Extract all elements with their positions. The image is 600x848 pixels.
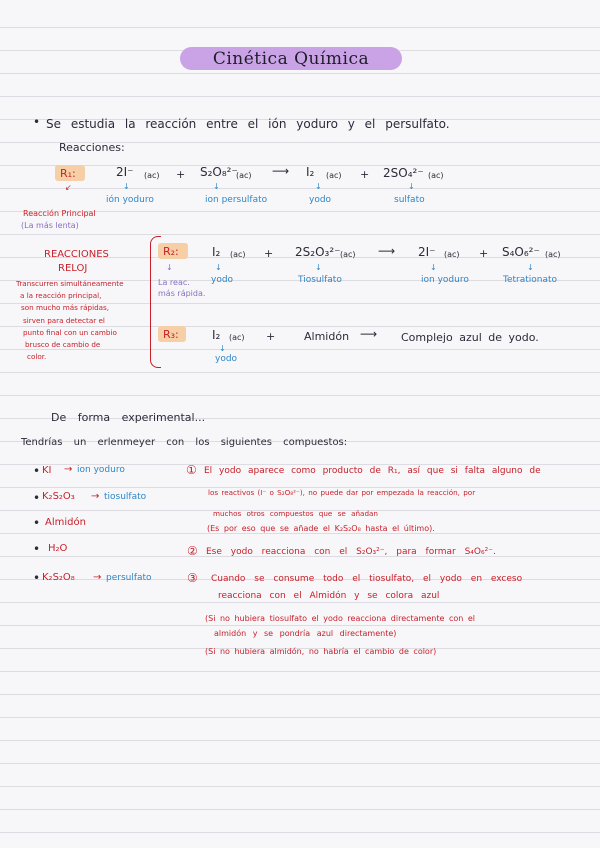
r2-term2-state: (ac) (340, 250, 356, 259)
r1-note-lenta: (La más lenta) (21, 221, 79, 230)
page-title: Cinética Química (212, 49, 370, 69)
compound-formula: H₂O (48, 543, 68, 554)
r2-annotation-3: ion yoduro (421, 275, 469, 285)
r1-term4: 2SO₄²⁻ (383, 166, 424, 180)
compound-arrow: → (64, 464, 73, 475)
experimental-heading: De forma experimental... (51, 411, 206, 424)
note-3-number: ③ (187, 571, 198, 585)
r3-term1-state: (ac) (229, 333, 245, 342)
r1-term4-state: (ac) (428, 171, 444, 180)
experimental-intro: Tendrías un erlenmeyer con los siguientes compuestos: (21, 437, 348, 448)
r1-term3-state: (ac) (326, 171, 342, 180)
r2-arrow-down-4: ↓ (527, 263, 534, 272)
r2-term4-state: (ac) (545, 250, 561, 259)
compound-bullet: • (33, 516, 41, 530)
r2-term1: I₂ (212, 245, 221, 259)
reloj-line-4: sirven para detectar el (23, 316, 105, 325)
r1-note-arrow: ↙ (65, 183, 72, 192)
reloj-line-2: a la reacción principal, (20, 291, 102, 300)
reloj-title-2: RELOJ (58, 263, 88, 274)
compound-arrow: → (91, 491, 100, 502)
r3-arrow-down-1: ↓ (219, 344, 226, 353)
r1-plus1: + (176, 168, 186, 181)
compound-name: tiosulfato (104, 492, 147, 502)
r3-label: R₃: (163, 328, 179, 341)
r2-term3: 2I⁻ (418, 245, 436, 259)
r1-annotation-2: ion persulfato (205, 195, 268, 205)
compound-bullet: • (33, 542, 41, 556)
compound-bullet: • (33, 571, 41, 585)
r1-term2: S₂O₈²⁻ (200, 165, 238, 179)
r3-plus: + (266, 330, 276, 343)
note-1-line-3: muchos otros compuestos que se añadan (213, 509, 378, 518)
note-5-line-1: (Si no hubiera almidón, no habría el cambio de color) (205, 647, 437, 656)
r2-arrow-down-2: ↓ (315, 263, 322, 272)
note-2-number: ② (187, 544, 198, 558)
note-1-line-1: El yodo aparece como producto de R₁, así que si falta alguno de (204, 466, 541, 476)
r2-label: R₂: (163, 245, 179, 258)
r2-annotation-4: Tetrationato (503, 275, 558, 285)
r2-term1-state: (ac) (230, 250, 246, 259)
r2-term3-state: (ac) (444, 250, 460, 259)
r2-arrow-down-1: ↓ (215, 263, 222, 272)
intro-text: Se estudia la reacción entre el ión yoduro y el persulfato. (46, 117, 450, 131)
reloj-line-3: son mucho más rápidas, (21, 303, 110, 312)
compound-bullet: • (33, 464, 41, 478)
compound-formula: K₂S₂O₃ (42, 491, 75, 502)
compound-arrow: → (93, 572, 102, 583)
note-1-line-4: (Es por eso que se añade el K₂S₂O₈ hasta el último). (207, 524, 435, 533)
reloj-line-1: Transcurren simultáneamente (16, 279, 124, 288)
compound-formula: Almidón (45, 517, 86, 528)
r2-annotation-2: Tiosulfato (298, 275, 342, 285)
r2-term4: S₄O₆²⁻ (502, 245, 540, 259)
note-4-line-1: (Si no hubiera tiosulfato el yodo reacciona directamente con el (205, 614, 475, 623)
reloj-line-6: brusco de cambio de (25, 340, 101, 349)
r1-plus2: + (360, 168, 370, 181)
r2-arrow-down-3: ↓ (430, 263, 437, 272)
compound-bullet: • (33, 491, 41, 505)
r2-plus2: + (479, 247, 489, 260)
r1-arrow-down-3: ↓ (315, 182, 322, 191)
r1-arrow-down-1: ↓ (123, 182, 130, 191)
r1-arrow: ⟶ (272, 164, 290, 178)
r1-note-principal: Reacción Principal (23, 209, 96, 218)
reloj-title-1: REACCIONES (44, 249, 109, 260)
r2-note-arrow: ↓ (166, 263, 173, 272)
r1-label: R₁: (60, 167, 76, 180)
compound-name: ion yoduro (77, 465, 125, 475)
compound-formula: KI (42, 465, 52, 476)
r1-term2-state: (ac) (236, 171, 252, 180)
compound-formula: K₂S₂O₈ (42, 572, 75, 583)
r1-term1-state: (ac) (144, 171, 160, 180)
reloj-line-7: color. (27, 352, 47, 361)
r1-annotation-1: ión yoduro (106, 195, 154, 205)
reacciones-label: Reacciones: (59, 141, 125, 154)
note-4-line-2: almidón y se pondría azul directamente) (214, 629, 397, 638)
note-1-number: ① (186, 463, 197, 477)
r2-note-2: más rápida. (158, 289, 206, 298)
r2-note-1: La reac. (158, 278, 190, 287)
r3-term2: Almidón (304, 330, 350, 343)
r1-arrow-down-4: ↓ (408, 182, 415, 191)
r1-annotation-4: sulfato (394, 195, 425, 205)
compound-name: persulfato (106, 573, 152, 583)
r1-annotation-3: yodo (309, 195, 332, 205)
r1-term3: I₂ (306, 165, 315, 179)
note-3-line-1: Cuando se consume todo el tiosulfato, el yodo en exceso (211, 574, 523, 584)
r2-annotation-1: yodo (211, 275, 234, 285)
intro-bullet: • (33, 115, 41, 129)
r1-arrow-down-2: ↓ (213, 182, 220, 191)
r3-term3: Complejo azul de yodo. (401, 331, 539, 344)
note-1-line-2: los reactivos (I⁻ o S₂O₈²⁻), no puede dar por empezada la reacción, por (208, 488, 476, 497)
r1-term1: 2I⁻ (116, 165, 134, 179)
r3-arrow: ⟶ (360, 327, 378, 341)
reloj-line-5: punto final con un cambio (23, 328, 117, 337)
note-2-line-1: Ese yodo reacciona con el S₂O₃²⁻, para formar S₄O₆²⁻. (206, 547, 496, 557)
r3-term1: I₂ (212, 328, 221, 342)
r2-plus1: + (264, 247, 274, 260)
note-3-line-2: reacciona con el Almidón y se colora azul (218, 591, 440, 601)
r2-arrow: ⟶ (378, 244, 396, 258)
r3-annotation-1: yodo (215, 354, 238, 364)
r2-term2: 2S₂O₃²⁻ (295, 245, 341, 259)
